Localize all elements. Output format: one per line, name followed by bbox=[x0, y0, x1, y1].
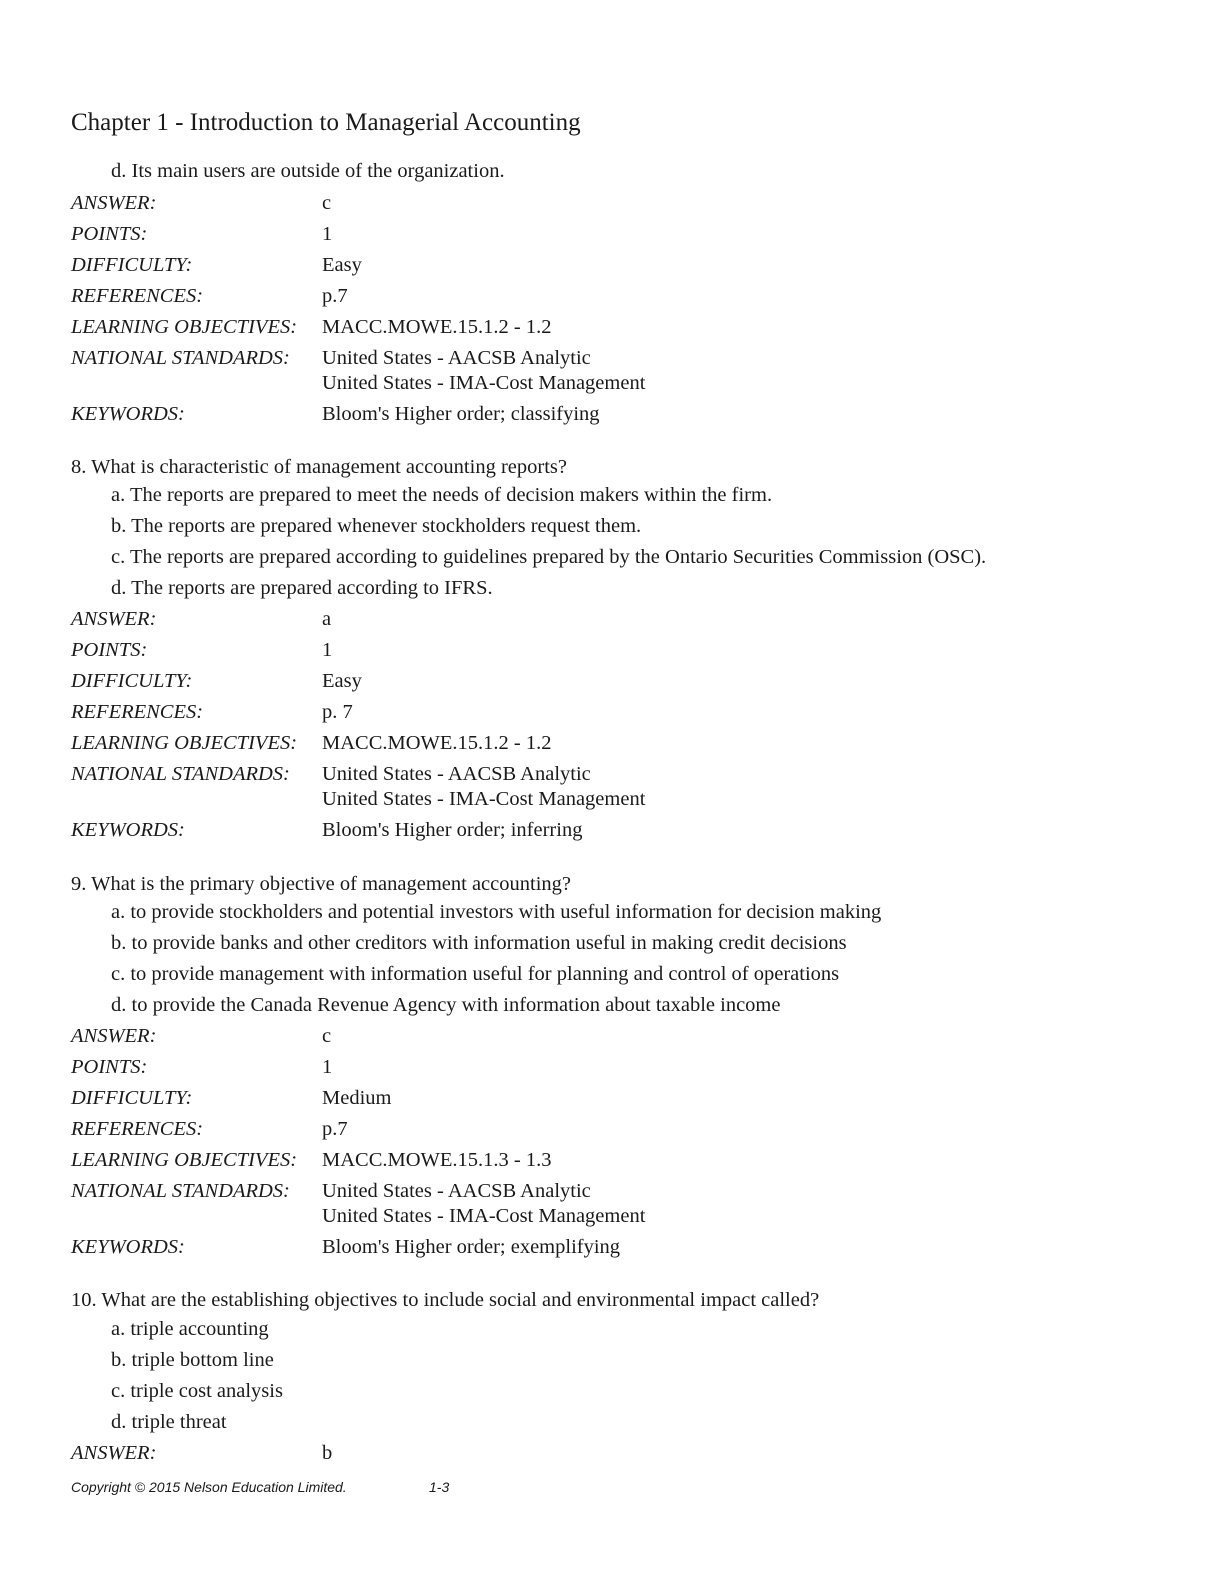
copyright-notice: Copyright © 2015 Nelson Education Limited. bbox=[71, 1479, 347, 1495]
references-label: REFERENCES: bbox=[71, 701, 204, 723]
points-label: POINTS: bbox=[71, 223, 148, 245]
national-standards-label: NATIONAL STANDARDS: bbox=[71, 763, 290, 785]
question-text: 10. What are the establishing objectives to include social and environmental impact called? bbox=[71, 1289, 820, 1311]
difficulty-value: Medium bbox=[322, 1087, 392, 1109]
learning-objectives-value: MACC.MOWE.15.1.2 - 1.2 bbox=[322, 732, 552, 754]
learning-objectives-value: MACC.MOWE.15.1.3 - 1.3 bbox=[322, 1149, 552, 1171]
points-label: POINTS: bbox=[71, 1056, 148, 1078]
answer-label: ANSWER: bbox=[71, 1442, 157, 1464]
page-number: 1-3 bbox=[429, 1479, 450, 1495]
points-label: POINTS: bbox=[71, 639, 148, 661]
choice-a: a. triple accounting bbox=[111, 1318, 269, 1340]
question-text: 9. What is the primary objective of management accounting? bbox=[71, 873, 571, 895]
answer-label: ANSWER: bbox=[71, 608, 157, 630]
difficulty-label: DIFFICULTY: bbox=[71, 670, 193, 692]
national-standards-value: United States - IMA-Cost Management bbox=[322, 788, 646, 810]
national-standards-label: NATIONAL STANDARDS: bbox=[71, 347, 290, 369]
points-value: 1 bbox=[322, 639, 333, 661]
answer-value: b bbox=[322, 1442, 333, 1464]
national-standards-value: United States - AACSB Analytic bbox=[322, 763, 591, 785]
references-value: p.7 bbox=[322, 1118, 348, 1140]
choice-b: b. The reports are prepared whenever stockholders request them. bbox=[111, 515, 642, 537]
national-standards-value: United States - AACSB Analytic bbox=[322, 347, 591, 369]
keywords-label: KEYWORDS: bbox=[71, 1236, 185, 1258]
points-value: 1 bbox=[322, 223, 333, 245]
choice-d: d. Its main users are outside of the organization. bbox=[111, 160, 505, 182]
choice-d: d. to provide the Canada Revenue Agency with information about taxable income bbox=[111, 994, 781, 1016]
references-label: REFERENCES: bbox=[71, 1118, 204, 1140]
national-standards-label: NATIONAL STANDARDS: bbox=[71, 1180, 290, 1202]
references-value: p. 7 bbox=[322, 701, 353, 723]
answer-label: ANSWER: bbox=[71, 192, 157, 214]
difficulty-value: Easy bbox=[322, 254, 362, 276]
learning-objectives-label: LEARNING OBJECTIVES: bbox=[71, 732, 298, 754]
page-title: Chapter 1 - Introduction to Managerial Accounting bbox=[71, 109, 581, 136]
answer-value: c bbox=[322, 192, 332, 214]
question-text: 8. What is characteristic of management accounting reports? bbox=[71, 456, 567, 478]
choice-c: c. triple cost analysis bbox=[111, 1380, 283, 1402]
points-value: 1 bbox=[322, 1056, 333, 1078]
keywords-value: Bloom's Higher order; classifying bbox=[322, 403, 600, 425]
choice-b: b. to provide banks and other creditors with information useful in making credit decisions bbox=[111, 932, 847, 954]
keywords-label: KEYWORDS: bbox=[71, 403, 185, 425]
learning-objectives-label: LEARNING OBJECTIVES: bbox=[71, 316, 298, 338]
keywords-value: Bloom's Higher order; inferring bbox=[322, 819, 583, 841]
references-value: p.7 bbox=[322, 285, 348, 307]
difficulty-label: DIFFICULTY: bbox=[71, 1087, 193, 1109]
choice-b: b. triple bottom line bbox=[111, 1349, 274, 1371]
answer-value: c bbox=[322, 1025, 332, 1047]
difficulty-value: Easy bbox=[322, 670, 362, 692]
answer-value: a bbox=[322, 608, 332, 630]
choice-d: d. triple threat bbox=[111, 1411, 227, 1433]
choice-c: c. The reports are prepared according to guidelines prepared by the Ontario Securities Commission (OSC). bbox=[111, 546, 987, 568]
national-standards-value: United States - IMA-Cost Management bbox=[322, 372, 646, 394]
national-standards-value: United States - IMA-Cost Management bbox=[322, 1205, 646, 1227]
learning-objectives-value: MACC.MOWE.15.1.2 - 1.2 bbox=[322, 316, 552, 338]
answer-label: ANSWER: bbox=[71, 1025, 157, 1047]
choice-a: a. The reports are prepared to meet the needs of decision makers within the firm. bbox=[111, 484, 773, 506]
keywords-value: Bloom's Higher order; exemplifying bbox=[322, 1236, 621, 1258]
references-label: REFERENCES: bbox=[71, 285, 204, 307]
choice-d: d. The reports are prepared according to IFRS. bbox=[111, 577, 493, 599]
national-standards-value: United States - AACSB Analytic bbox=[322, 1180, 591, 1202]
choice-c: c. to provide management with information useful for planning and control of operations bbox=[111, 963, 840, 985]
keywords-label: KEYWORDS: bbox=[71, 819, 185, 841]
difficulty-label: DIFFICULTY: bbox=[71, 254, 193, 276]
learning-objectives-label: LEARNING OBJECTIVES: bbox=[71, 1149, 298, 1171]
choice-a: a. to provide stockholders and potential investors with useful information for decision making bbox=[111, 901, 882, 923]
